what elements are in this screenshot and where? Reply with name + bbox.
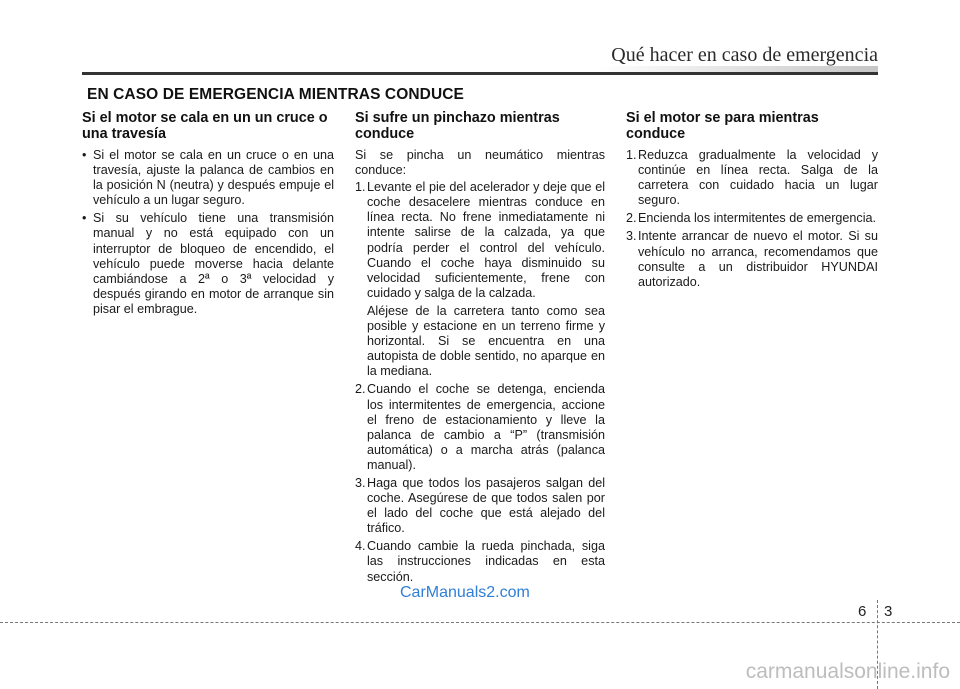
bullet-icon: • <box>82 148 87 162</box>
list-item-text: Si el motor se cala en un cruce o en una travesía, ajuste la palanca de cambios en la posición N (neutra) y después empuje el vehículo a un lugar seguro. <box>93 148 334 208</box>
step-item <box>355 476 605 536</box>
list-item-text: Si su vehículo tiene una transmisión manual y no está equipado con un interruptor de bloqueo de encendido, el vehículo puede moverse hacia delante cambiándose a 2ª o 3ª velocidad y después girando en motor de arranque sin pisar el embrague. <box>93 211 334 316</box>
heading-flat-tire: Si sufre un pinchazo mientras conduce <box>355 110 560 142</box>
heading-engine-stops: Si el motor se para mientras conduce <box>626 110 819 142</box>
step-text: Intente arrancar de nuevo el motor. Si su vehículo no arranca, recomendamos que consulte a un distribuidor HYUNDAI autorizado. <box>638 229 878 289</box>
bullet-list <box>82 148 334 317</box>
watermark-site: carmanualsonline.info <box>745 660 950 683</box>
page-chapter-number: 6 <box>858 603 867 620</box>
column-stalled-at-crossing <box>82 111 334 320</box>
step-item <box>355 382 605 473</box>
step-number: 2. <box>626 211 637 226</box>
header-rule <box>82 72 878 75</box>
step-number: 4. <box>355 539 366 554</box>
step-number: 3. <box>626 229 637 244</box>
step-item <box>355 180 605 379</box>
step-number: 1. <box>355 180 366 195</box>
step-number: 2. <box>355 382 366 397</box>
chapter-header-title: Qué hacer en caso de emergencia <box>611 44 878 66</box>
steps-list <box>355 180 605 584</box>
step-text: Levante el pie del acelerador y deje que el coche desacelere mientras conduce en línea recta. No frene inmediatamente ni intente salirse de la calzada, ya que podría perder el control del vehículo. Cuando el coche haya disminuido su velocidad suficientemente, frene con cuidado y salga de la calzada. <box>367 180 605 300</box>
list-item <box>82 211 334 317</box>
step-text: Haga que todos los pasajeros salgan del coche. Asegúrese de que todos salen por el lado del coche que está alejado del tráfico. <box>367 475 605 536</box>
column-engine-stops <box>626 111 878 293</box>
step-item <box>626 211 878 226</box>
heading-stalled-at-crossing: Si el motor se cala en un un cruce o una travesía <box>82 110 328 142</box>
step-number: 1. <box>626 148 637 162</box>
steps-list <box>626 148 878 290</box>
step-item <box>355 539 605 584</box>
column-flat-tire <box>355 111 605 588</box>
step-item <box>626 229 878 289</box>
step-item <box>626 148 878 208</box>
step-text: Cuando el coche se detenga, encienda los intermitentes de emergencia, accione el freno de estacionamiento y lleve la palanca de cambio a “P” (transmisión automática) o a marcha atrás (palanca manual). <box>367 382 605 472</box>
step-subparagraph: Aléjese de la carretera tanto como sea posible y estacione en un terreno firme y horizontal. Si se encuentra en una autopista de doble sentido, no aparque en la mediana. <box>367 303 605 379</box>
section-title: EN CASO DE EMERGENCIA MIENTRAS CONDUCE <box>87 86 464 103</box>
watermark-link[interactable]: CarManuals2.com <box>400 584 530 601</box>
step-number: 3. <box>355 475 366 490</box>
list-item <box>82 148 334 208</box>
step-text: Reduzca gradualmente la velocidad y continúe en línea recta. Salga de la carretera con cuidado hacia un lugar seguro. <box>638 148 878 208</box>
page-number: 3 <box>884 603 893 620</box>
bullet-icon: • <box>82 211 87 226</box>
intro-text: Si se pincha un neumático mientras conduce: <box>355 148 605 178</box>
step-text: Encienda los intermitentes de emergencia. <box>638 211 877 226</box>
step-text: Cuando cambie la rueda pinchada, siga las instrucciones indicadas en esta sección. <box>367 539 605 584</box>
footer-rule <box>0 622 960 623</box>
